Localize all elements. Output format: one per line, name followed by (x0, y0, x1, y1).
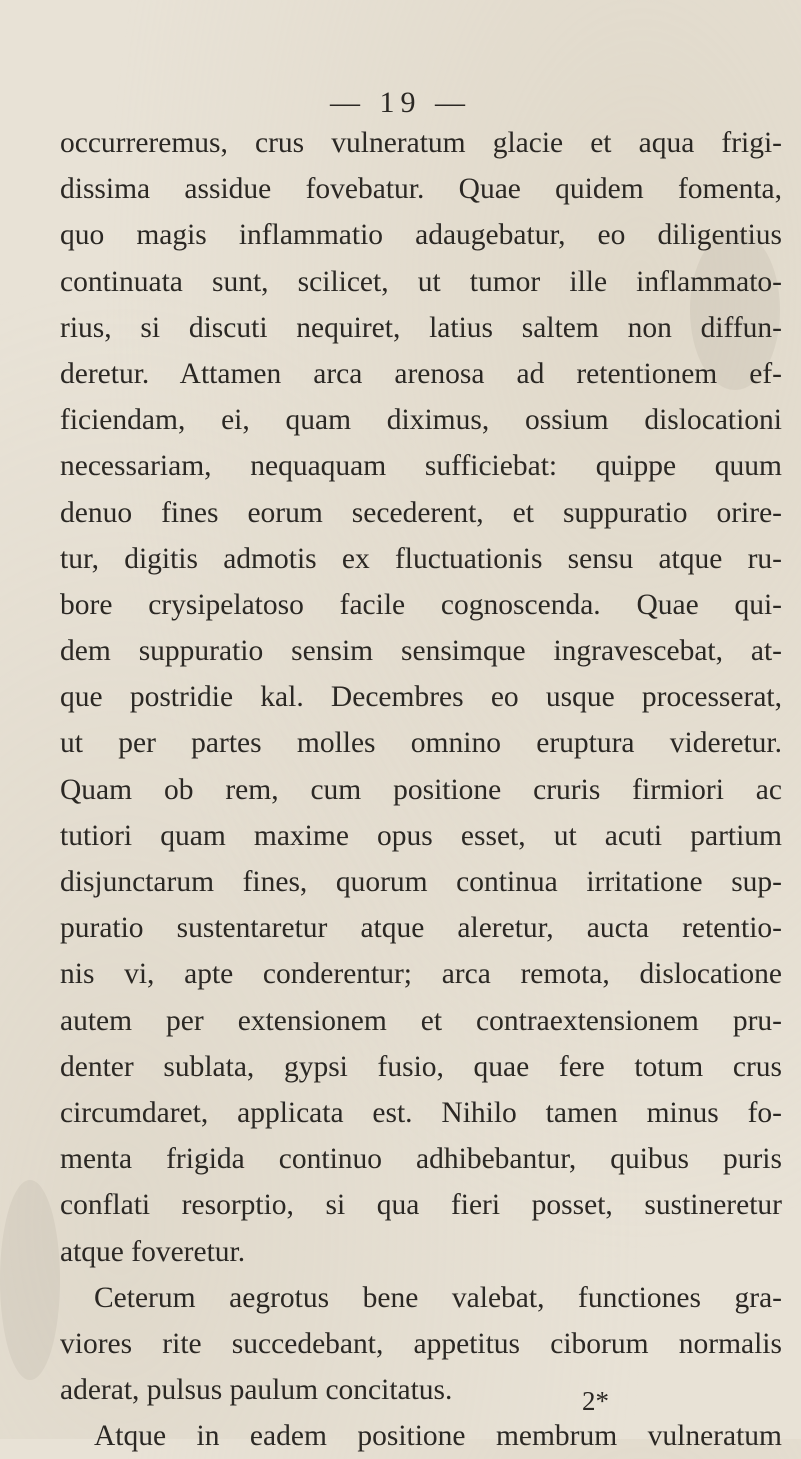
text-line: continuata sunt, scilicet, ut tumor ille inflammato- (60, 265, 782, 298)
text-line: denter sublata, gypsi fusio, quae fere totum crus (60, 1050, 782, 1083)
text-line: que postridie kal. Decembres eo usque processerat, (60, 681, 782, 714)
text-line: dem suppuratio sensim sensimque ingravescebat, at- (60, 635, 782, 668)
text-line: disjunctarum fines, quorum continua irritatione sup- (60, 866, 782, 898)
text-line: necessariam, nequaquam sufficiebat: quippe quum (60, 450, 782, 483)
text-line: deretur. Attamen arca arenosa ad retentionem ef- (60, 357, 782, 390)
text-line: atque foveretur. (60, 1235, 246, 1268)
page-number: — 19 — (330, 86, 471, 119)
text-line: aderat, pulsus paulum concitatus. (60, 1374, 453, 1407)
text-line: conflati resorptio, si qua fieri posset, sustineretur (60, 1189, 782, 1222)
text-line: nis vi, apte conderentur; arca remota, dislocatione (60, 958, 782, 991)
text-line: circumdaret, applicata est. Nihilo tamen minus fo- (60, 1096, 782, 1129)
text-line: rius, si discuti nequiret, latius saltem non diffun- (60, 311, 782, 344)
text-line: viores rite succedebant, appetitus ciborum normalis (60, 1327, 782, 1360)
text-line: menta frigida continuo adhibebantur, quibus puris (60, 1143, 782, 1176)
text-line: ut per partes molles omnino eruptura videretur. (60, 727, 782, 760)
text-line: tutiori quam maxime opus esset, ut acuti partium (60, 819, 782, 852)
text-line: Ceterum aegrotus bene valebat, functiones gra- (94, 1281, 782, 1314)
signature-mark: 2* (582, 1386, 609, 1416)
text-line: quo magis inflammatio adaugebatur, eo diligentius (60, 219, 782, 252)
text-line: ficiendam, ei, quam diximus, ossium dislocationi (60, 404, 782, 437)
paper-stain (0, 1180, 60, 1380)
text-line: Atque in eadem positione membrum vulneratum (94, 1420, 782, 1453)
text-line: bore crysipelatoso facile cognoscenda. Quae qui- (60, 588, 782, 621)
text-line: denuo fines eorum secederent, et suppuratio orire- (60, 496, 782, 529)
body-text (60, 120, 782, 1459)
text-line: puratio sustentaretur atque aleretur, aucta retentio- (60, 912, 782, 945)
text-line: dissima assidue fovebatur. Quae quidem fomenta, (60, 173, 782, 206)
text-line: occurreremus, crus vulneratum glacie et aqua frigi- (60, 127, 782, 159)
text-line: autem per extensionem et contraextensionem pru- (60, 1004, 782, 1037)
text-line: tur, digitis admotis ex fluctuationis sensu atque ru- (60, 542, 782, 575)
text-line: Quam ob rem, cum positione cruris firmiori ac (60, 773, 782, 806)
